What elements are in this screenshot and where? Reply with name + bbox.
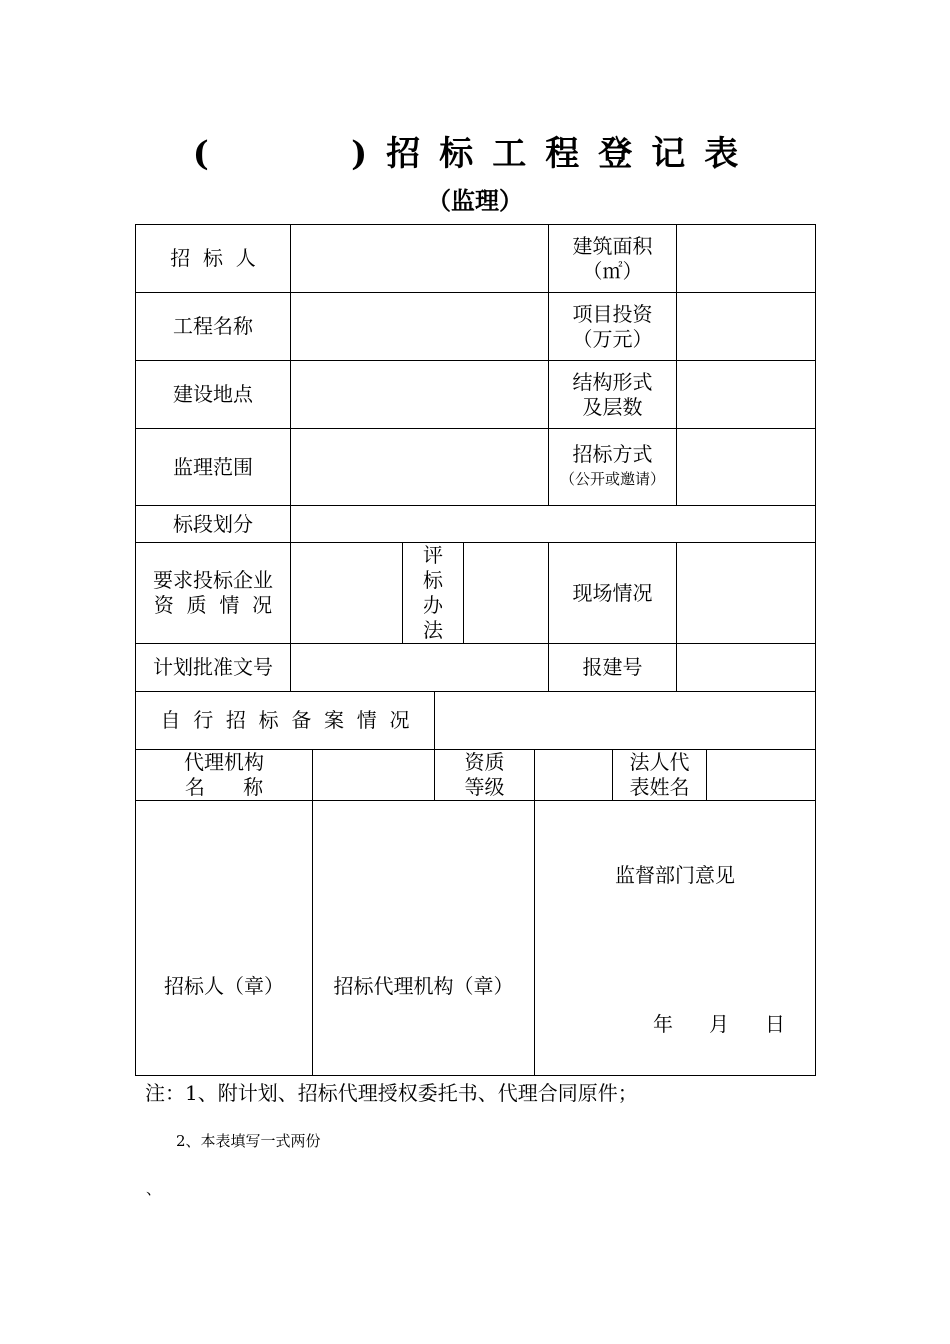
qualification-label — [136, 543, 290, 643]
approval-label-text: 计划批准文号 — [153, 655, 273, 679]
location-field[interactable] — [291, 361, 548, 428]
note-2: 2、本表填写一式两份 — [176, 1132, 321, 1150]
legal-rep-label — [613, 750, 706, 800]
self-record-label — [136, 692, 434, 749]
investment-field[interactable] — [677, 293, 815, 360]
scope-label — [136, 429, 290, 505]
building-area-label — [549, 225, 676, 292]
table-line — [815, 224, 816, 1076]
tenderer-label-text: 招 标 人 — [170, 246, 256, 270]
report-no-field[interactable] — [677, 644, 815, 691]
grade-field[interactable] — [535, 750, 612, 800]
supervision-area[interactable] — [535, 801, 815, 1075]
section-label-text: 标段划分 — [173, 511, 253, 536]
bid-method-field[interactable] — [677, 429, 815, 505]
structure-field[interactable] — [677, 361, 815, 428]
qualification-label-line1: 要求投标企业 — [153, 568, 273, 592]
tenderer-field[interactable] — [291, 225, 548, 292]
report-no-label — [549, 644, 676, 691]
building-area-field[interactable] — [677, 225, 815, 292]
note-1: 注：1、附计划、招标代理授权委托书、代理合同原件； — [145, 1081, 638, 1105]
legal-rep-label-line2: 表姓名 — [629, 775, 690, 799]
legal-rep-label-line1: 法人代 — [629, 750, 690, 774]
grade-label-line2: 等级 — [464, 775, 505, 799]
grade-label-line1: 资质 — [464, 750, 505, 774]
agency-seal-area[interactable] — [313, 801, 534, 1075]
date-month-label: 月 — [709, 1012, 729, 1036]
investment-label-text: 项目投资 — [572, 301, 653, 326]
project-name-label — [136, 293, 290, 360]
bid-method-note: （公开或邀请） — [559, 470, 665, 488]
date-year-label: 年 — [653, 1012, 673, 1036]
building-area-label-text: 建筑面积 — [572, 233, 653, 258]
investment-label — [549, 293, 676, 360]
supervision-opinion-label: 监督部门意见 — [615, 863, 735, 887]
agency-seal-label: 招标代理机构（章） — [333, 974, 514, 998]
location-label — [136, 361, 290, 428]
page-subtitle: （监理） — [427, 186, 523, 215]
structure-label-line2: 及层数 — [582, 394, 643, 419]
bid-method-label-text: 招标方式 — [572, 442, 653, 466]
approval-field[interactable] — [291, 644, 548, 691]
self-record-field[interactable] — [435, 692, 815, 749]
table-line — [135, 1075, 816, 1076]
agency-label-line1: 代理机构 — [184, 750, 264, 774]
structure-label — [549, 361, 676, 428]
stray-mark: 、 — [146, 1180, 162, 1198]
evaluation-char: 标 — [423, 568, 443, 592]
tenderer-seal-area[interactable] — [136, 801, 312, 1075]
evaluation-label — [403, 543, 463, 643]
investment-unit: （万元） — [572, 326, 653, 351]
site-field[interactable] — [677, 543, 815, 643]
section-label — [136, 506, 290, 542]
site-label-text: 现场情况 — [572, 580, 653, 605]
project-name-label-text: 工程名称 — [173, 314, 253, 338]
scope-field[interactable] — [291, 429, 548, 505]
project-name-field[interactable] — [291, 293, 548, 360]
evaluation-char: 评 — [423, 543, 443, 567]
evaluation-char: 法 — [423, 618, 443, 642]
qualification-label-line2: 资 质 情 况 — [153, 593, 273, 617]
scope-label-text: 监理范围 — [173, 454, 253, 479]
location-label-text: 建设地点 — [173, 382, 253, 406]
evaluation-field[interactable] — [464, 543, 548, 643]
grade-label — [435, 750, 534, 800]
date-day-label: 日 — [765, 1012, 785, 1036]
structure-label-line1: 结构形式 — [572, 369, 653, 394]
approval-label — [136, 644, 290, 691]
tenderer-label — [136, 225, 290, 292]
page-title: ( )招标工程登记表 — [192, 134, 758, 174]
agency-label-line2: 名 称 — [184, 775, 264, 799]
evaluation-char: 办 — [423, 593, 443, 617]
building-area-unit: （㎡） — [582, 258, 643, 283]
agency-field[interactable] — [313, 750, 434, 800]
report-no-label-text: 报建号 — [582, 655, 643, 679]
legal-rep-field[interactable] — [707, 750, 815, 800]
qualification-field[interactable] — [291, 543, 402, 643]
site-label — [549, 543, 676, 643]
bid-method-label — [549, 429, 676, 505]
section-field[interactable] — [291, 506, 815, 542]
tenderer-seal-label: 招标人（章） — [164, 974, 284, 998]
agency-label — [136, 750, 312, 800]
self-record-label-text: 自 行 招 标 备 案 情 况 — [160, 708, 410, 732]
